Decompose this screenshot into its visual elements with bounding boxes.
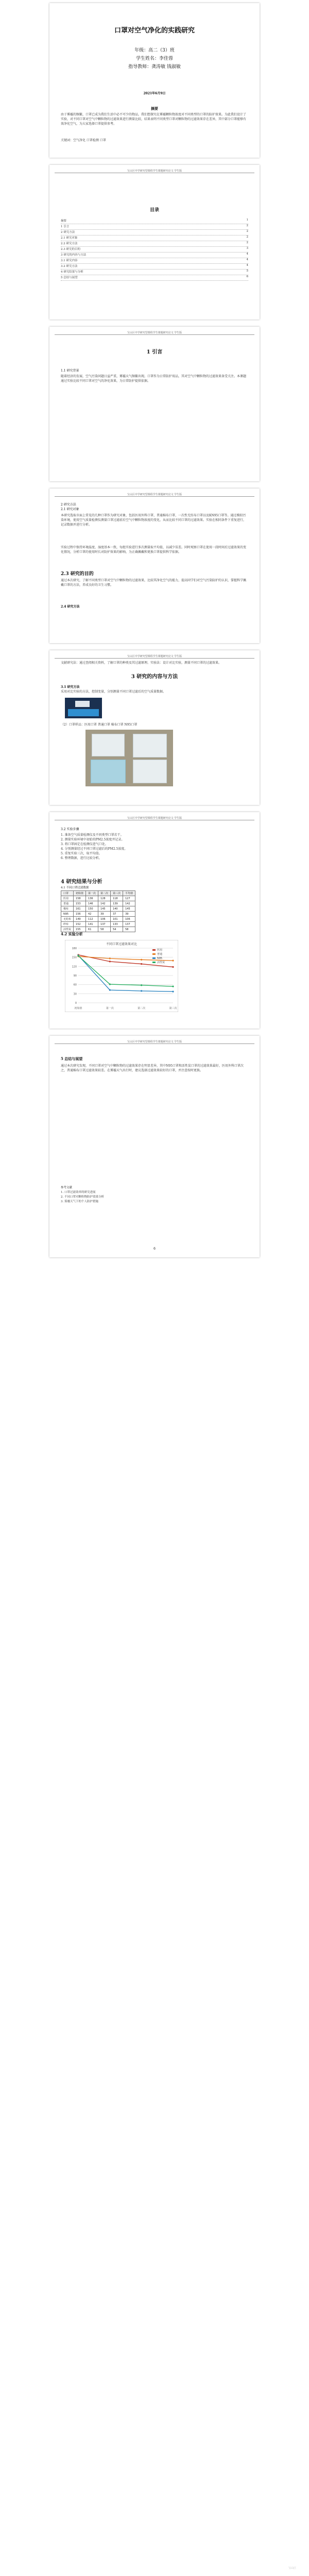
toc-row[interactable]: 2 研究方法 2: [61, 230, 248, 235]
x-tick-label: 第二次: [138, 1007, 146, 1010]
data-point: [109, 983, 111, 985]
methods-text-2: 实验过程中保持环境温度、湿度基本一致，每组实验进行多次测量取平均值，以减少误差。同时观察口罩在使用一段时间后过滤效果的变化情况，分析口罩的使用时长对防护效果的影响，为正确佩戴和更换口罩提供科学依据。: [61, 546, 247, 554]
content-text: 采用对比实验的方法，控制变量，分别测量不同口罩过滤后的空气质量数据。: [61, 690, 166, 694]
y-tick-label: 120: [72, 965, 77, 969]
purpose-heading: 2.3 研究的目的: [61, 571, 94, 577]
table-row: N95 156 42 39 37 39: [61, 912, 135, 917]
intro-heading: 1 引言: [146, 349, 163, 355]
filtration-chart: [65, 940, 178, 1012]
paper-title: 口罩对空气净化的实践研究: [114, 27, 195, 35]
step-item: 6. 整理数据，进行比较分析。: [61, 856, 102, 860]
legend-swatch: [152, 962, 156, 963]
data-point: [141, 963, 142, 965]
table-row: 棉布 161 150 145 140 145: [61, 906, 135, 912]
data-point: [172, 960, 174, 962]
research-method-text: 文献研究法：通过查阅相关资料，了解口罩的种类及其过滤原理。实验法：设计对比实验，测量不同口罩的过滤效果。: [61, 661, 222, 665]
toc-row[interactable]: 3 研究的内容与方法 4: [61, 252, 248, 258]
legend-swatch: [152, 953, 156, 955]
table-row: 活性炭 155 61 58 54 58: [61, 927, 135, 932]
steps-heading: 3.2 实验步骤: [61, 828, 79, 831]
ref-heading: 参考文献: [61, 1186, 73, 1189]
table-row: 无纺布 149 112 106 101 106: [61, 917, 135, 922]
data-point: [172, 966, 174, 968]
teacher-line: 指导教师：龚涛敏 钱淑敏: [128, 64, 181, 70]
page-header: 宝山区中学研究型课程学生课题研究论文 学生版: [55, 492, 254, 497]
data-point: [109, 961, 111, 962]
data-point: [109, 957, 111, 959]
data-point: [141, 984, 142, 986]
toc-row[interactable]: 2.2 研究方法 2: [61, 241, 248, 247]
table-heading: 4.1 不同口罩过滤数据: [61, 886, 89, 889]
page-7: [49, 1036, 260, 1257]
page-number: 6: [153, 1247, 156, 1251]
subjects-heading: 2.1 研究对象: [61, 508, 79, 511]
data-point: [109, 989, 111, 991]
toc-heading: 目录: [149, 208, 159, 213]
intro-sub: 1.1 研究背景: [61, 369, 79, 373]
content-sub: 3.1 研究方法: [61, 685, 80, 689]
conclusion-text: 通过本次研究发现，不同口罩对空气中颗粒物的过滤效果存在明显差异，其中N95口罩和活性炭口罩的过滤效果最好，医用外科口罩次之，普通棉布口罩过滤效果较差。在雾霾天气出行时，建议选择过滤效果较好的口罩，并注意按时更换。: [61, 1064, 244, 1072]
steps-list: [61, 833, 248, 861]
data-point: [172, 991, 174, 992]
intro-text: 随着经济的发展，空气污染问题日益严重，雾霾天气频繁出现。口罩作为日常防护用品，其对空气中颗粒物的过滤效果备受关注。本课题通过实验比较不同口罩对空气的净化效果，为日常防护提供依据。: [61, 375, 247, 383]
abstract-text: 由于雾霾的频繁，口罩已成为我们生活中必不可少的物品，我们想探究在雾霾颗粒物浓度对不同类型的口罩的防护效果。为此我们设计了实验，对不同口罩对空气中颗粒物的过滤效果进行测量比较，结果表明不同类型口罩对颗粒物的过滤效果存在差异，其中部分口罩能够有效净化空气，为大家选择口罩提供参考。: [61, 113, 247, 126]
toc-row[interactable]: 摘要 1: [61, 218, 248, 224]
y-tick-label: 30: [73, 992, 77, 996]
student-line: 学生姓名：李佳蓉: [135, 56, 173, 61]
x-tick-label: 第一次: [106, 1007, 114, 1010]
legend-label: 活性炭: [157, 961, 165, 964]
page-4: [49, 489, 260, 643]
y-tick-label: 60: [73, 983, 77, 987]
results-heading: 4 研究结果与分析: [61, 879, 102, 885]
data-point: [172, 986, 174, 987]
step-item: 5. 重复实验三次，取平均值。: [61, 852, 102, 855]
x-tick-label: 第三次: [169, 1007, 177, 1010]
legend-swatch: [152, 957, 156, 959]
x-tick-label: 初始值: [74, 1007, 82, 1010]
data-table: [61, 890, 135, 932]
content-heading: 3 研究的内容与方法: [131, 674, 178, 680]
class-line: 年级：高二（3）班: [134, 48, 175, 53]
chart-heading: 4.2 实验分析: [61, 932, 83, 936]
methods-text-1: 本研究选取市面上常见的几种口罩作为研究对象，包括医用外科口罩、普通棉布口罩、一次性无纺布口罩以及KN95口罩等。通过模拟污染环境，使用空气质量检测仪测量口罩过滤前后空气中颗粒物浓度的变化，从而比较不同口罩的过滤效果。实验在相同条件下重复进行，记录数据并进行分析。: [61, 514, 247, 527]
conclusion-heading: 5 总结与展望: [61, 1056, 83, 1061]
abstract-heading: 摘要: [151, 106, 158, 111]
data-point: [141, 959, 142, 961]
toc-row[interactable]: 3.2 研究方法 4: [61, 264, 248, 270]
table-header: 口罩 初始值 第一次 第二次 第三次 平均值: [61, 891, 135, 896]
mask-photo: [85, 730, 173, 786]
y-tick-label: 180: [72, 947, 77, 950]
legend-label: 普通: [157, 953, 163, 956]
toc-row[interactable]: 3.1 研究内容 4: [61, 258, 248, 264]
chart-title: 不同口罩过滤效果对比: [106, 942, 138, 946]
page-6: [49, 812, 260, 1029]
step-item: 4. 分别测量经过不同口罩过滤后的PM2.5浓度。: [61, 847, 128, 851]
legend-swatch: [152, 949, 156, 951]
purpose-text: 通过本次研究，了解不同类型口罩对空气中颗粒物的过滤效果，比较其净化空气的能力，提高同学们对空气污染防护的认识，掌握科学佩戴口罩的方法，养成良好的卫生习惯。: [61, 579, 247, 587]
page-header: 宝山区中学研究型课程学生课题研究论文 学生版: [55, 1039, 254, 1044]
table-row: 医用 158 136 128 118 127: [61, 896, 135, 901]
method-sub-heading: 2.4 研究方法: [61, 605, 80, 609]
y-tick-label: 0: [75, 1002, 77, 1005]
photo-caption: （2）口罩样品：医用口罩 普通口罩 棉布口罩 N95口罩: [61, 723, 138, 727]
y-tick-label: 90: [73, 974, 77, 978]
page-header: 宝山区中学研究型课程学生课题研究论文 学生版: [55, 168, 254, 173]
data-point: [141, 990, 142, 991]
legend-label: N95: [157, 957, 163, 960]
ref-list: [61, 1190, 248, 1204]
page-1: [49, 3, 260, 158]
step-item: 1. 准备空气质量检测仪及不同类型口罩若干。: [61, 833, 124, 837]
ref-item: 3. 雾霾天气下的个人防护措施: [61, 1200, 98, 1203]
step-item: 2. 测量实验环境中初始的PM2.5浓度并记录。: [61, 838, 125, 841]
equipment-photo: [65, 698, 102, 718]
step-item: 3. 将口罩固定在检测仪进气口处。: [61, 843, 108, 846]
page-5: [49, 650, 260, 805]
toc-row[interactable]: 4 研究结果与分析 5: [61, 270, 248, 275]
page-header: 宝山区中学研究型课程学生课题研究论文 学生版: [55, 330, 254, 335]
keywords: 关键词：空气净化 口罩检测 口罩: [61, 139, 106, 142]
page-header: 宝山区中学研究型课程学生课题研究论文 学生版: [55, 815, 254, 820]
toc-row[interactable]: 2.3 研究的目的 3: [61, 247, 248, 252]
methods-heading: 2 研究方法: [61, 503, 76, 507]
y-tick-label: 150: [72, 956, 77, 959]
toc-row[interactable]: 2.1 研究对象 2: [61, 235, 248, 241]
toc-row[interactable]: 1 引言 2: [61, 224, 248, 230]
table-row: 纱布 152 141 137 133 137: [61, 922, 135, 927]
page-3: [49, 327, 260, 481]
corner-mark: 宝山区: [288, 2567, 297, 2570]
page-header: 宝山区中学研究型课程学生课题研究论文 学生版: [55, 653, 254, 659]
table-row: 普通 153 146 142 139 142: [61, 901, 135, 906]
legend-label: 医用: [157, 949, 163, 952]
page-2-toc: [49, 165, 260, 319]
toc-row[interactable]: 5 总结与展望 6: [61, 275, 248, 281]
ref-item: 1. 口罩过滤效率的研究进展: [61, 1191, 96, 1194]
ref-item: 2. 不同口罩对颗粒物防护效果分析: [61, 1196, 104, 1199]
date-line: 2021年6月9日: [143, 92, 166, 95]
data-point: [77, 955, 79, 956]
